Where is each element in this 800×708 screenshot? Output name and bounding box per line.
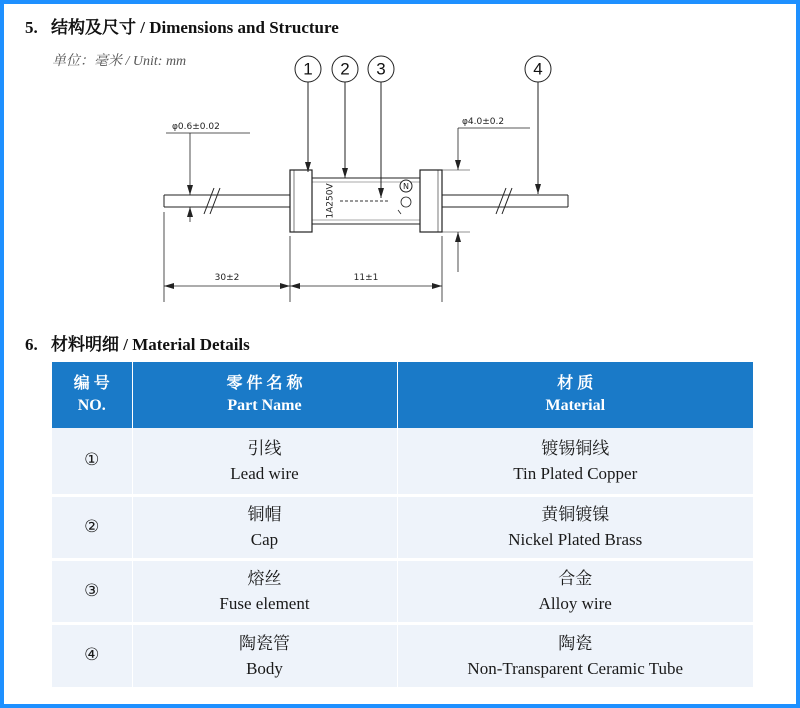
row-part-name: 引线 Lead wire [132,428,397,495]
section-5-title: 结构及尺寸 / Dimensions and Structure [51,18,339,37]
table-row [52,428,753,495]
svg-text:2: 2 [340,59,350,79]
svg-text:4: 4 [533,59,543,79]
callout-4 [525,56,551,194]
end-cap-left [290,170,312,232]
header-no: 编 号 NO. [52,362,132,428]
row-part-name: 熔丝 Fuse element [132,559,397,623]
svg-text:30±2: 30±2 [214,273,240,283]
section-6-number: 6. [25,335,38,354]
row-material: 合金 Alloy wire [397,559,753,623]
row-no: ① [52,428,132,495]
row-material: 黄铜镀镍 Nickel Plated Brass [397,495,753,559]
header-material: 材 质 Material [397,362,753,428]
end-cap-right [420,170,442,232]
row-part-name: 铜帽 Cap [132,495,397,559]
lead-length-dimension [164,212,290,302]
svg-text:1: 1 [303,59,313,79]
row-part-name: 陶瓷管 Body [132,623,397,687]
rating-marking: 1A250V [325,183,336,219]
svg-text:3: 3 [376,59,386,79]
callout-2 [332,56,358,178]
header-part-name: 零 件 名 称 Part Name [132,362,397,428]
row-no: ④ [52,623,132,687]
table-row [52,623,753,687]
section-5-number: 5. [25,18,38,37]
row-material: 镀锡铜线 Tin Plated Copper [397,428,753,495]
section-6-title: 材料明细 / Material Details [51,335,250,354]
row-no: ③ [52,559,132,623]
fuse-structure-diagram [0,0,800,320]
material-details-table [52,362,753,687]
svg-text:φ0.6±0.02: φ0.6±0.02 [172,122,220,132]
lead-wire-left [164,188,290,214]
svg-text:N: N [403,182,409,191]
body-length-dimension [290,236,442,302]
callout-1 [295,56,321,172]
svg-text:φ4.0±0.2: φ4.0±0.2 [462,117,505,127]
row-material: 陶瓷 Non-Transparent Ceramic Tube [397,623,753,687]
table-header-row [52,362,753,428]
svg-text:11±1: 11±1 [353,273,379,283]
table-row [52,559,753,623]
unit-note: 单位：毫米 / Unit: mm [52,54,187,69]
callout-3 [368,56,394,198]
row-no: ② [52,495,132,559]
lead-wire-right [442,188,568,214]
table-row [52,495,753,559]
section-6-heading [25,330,250,355]
